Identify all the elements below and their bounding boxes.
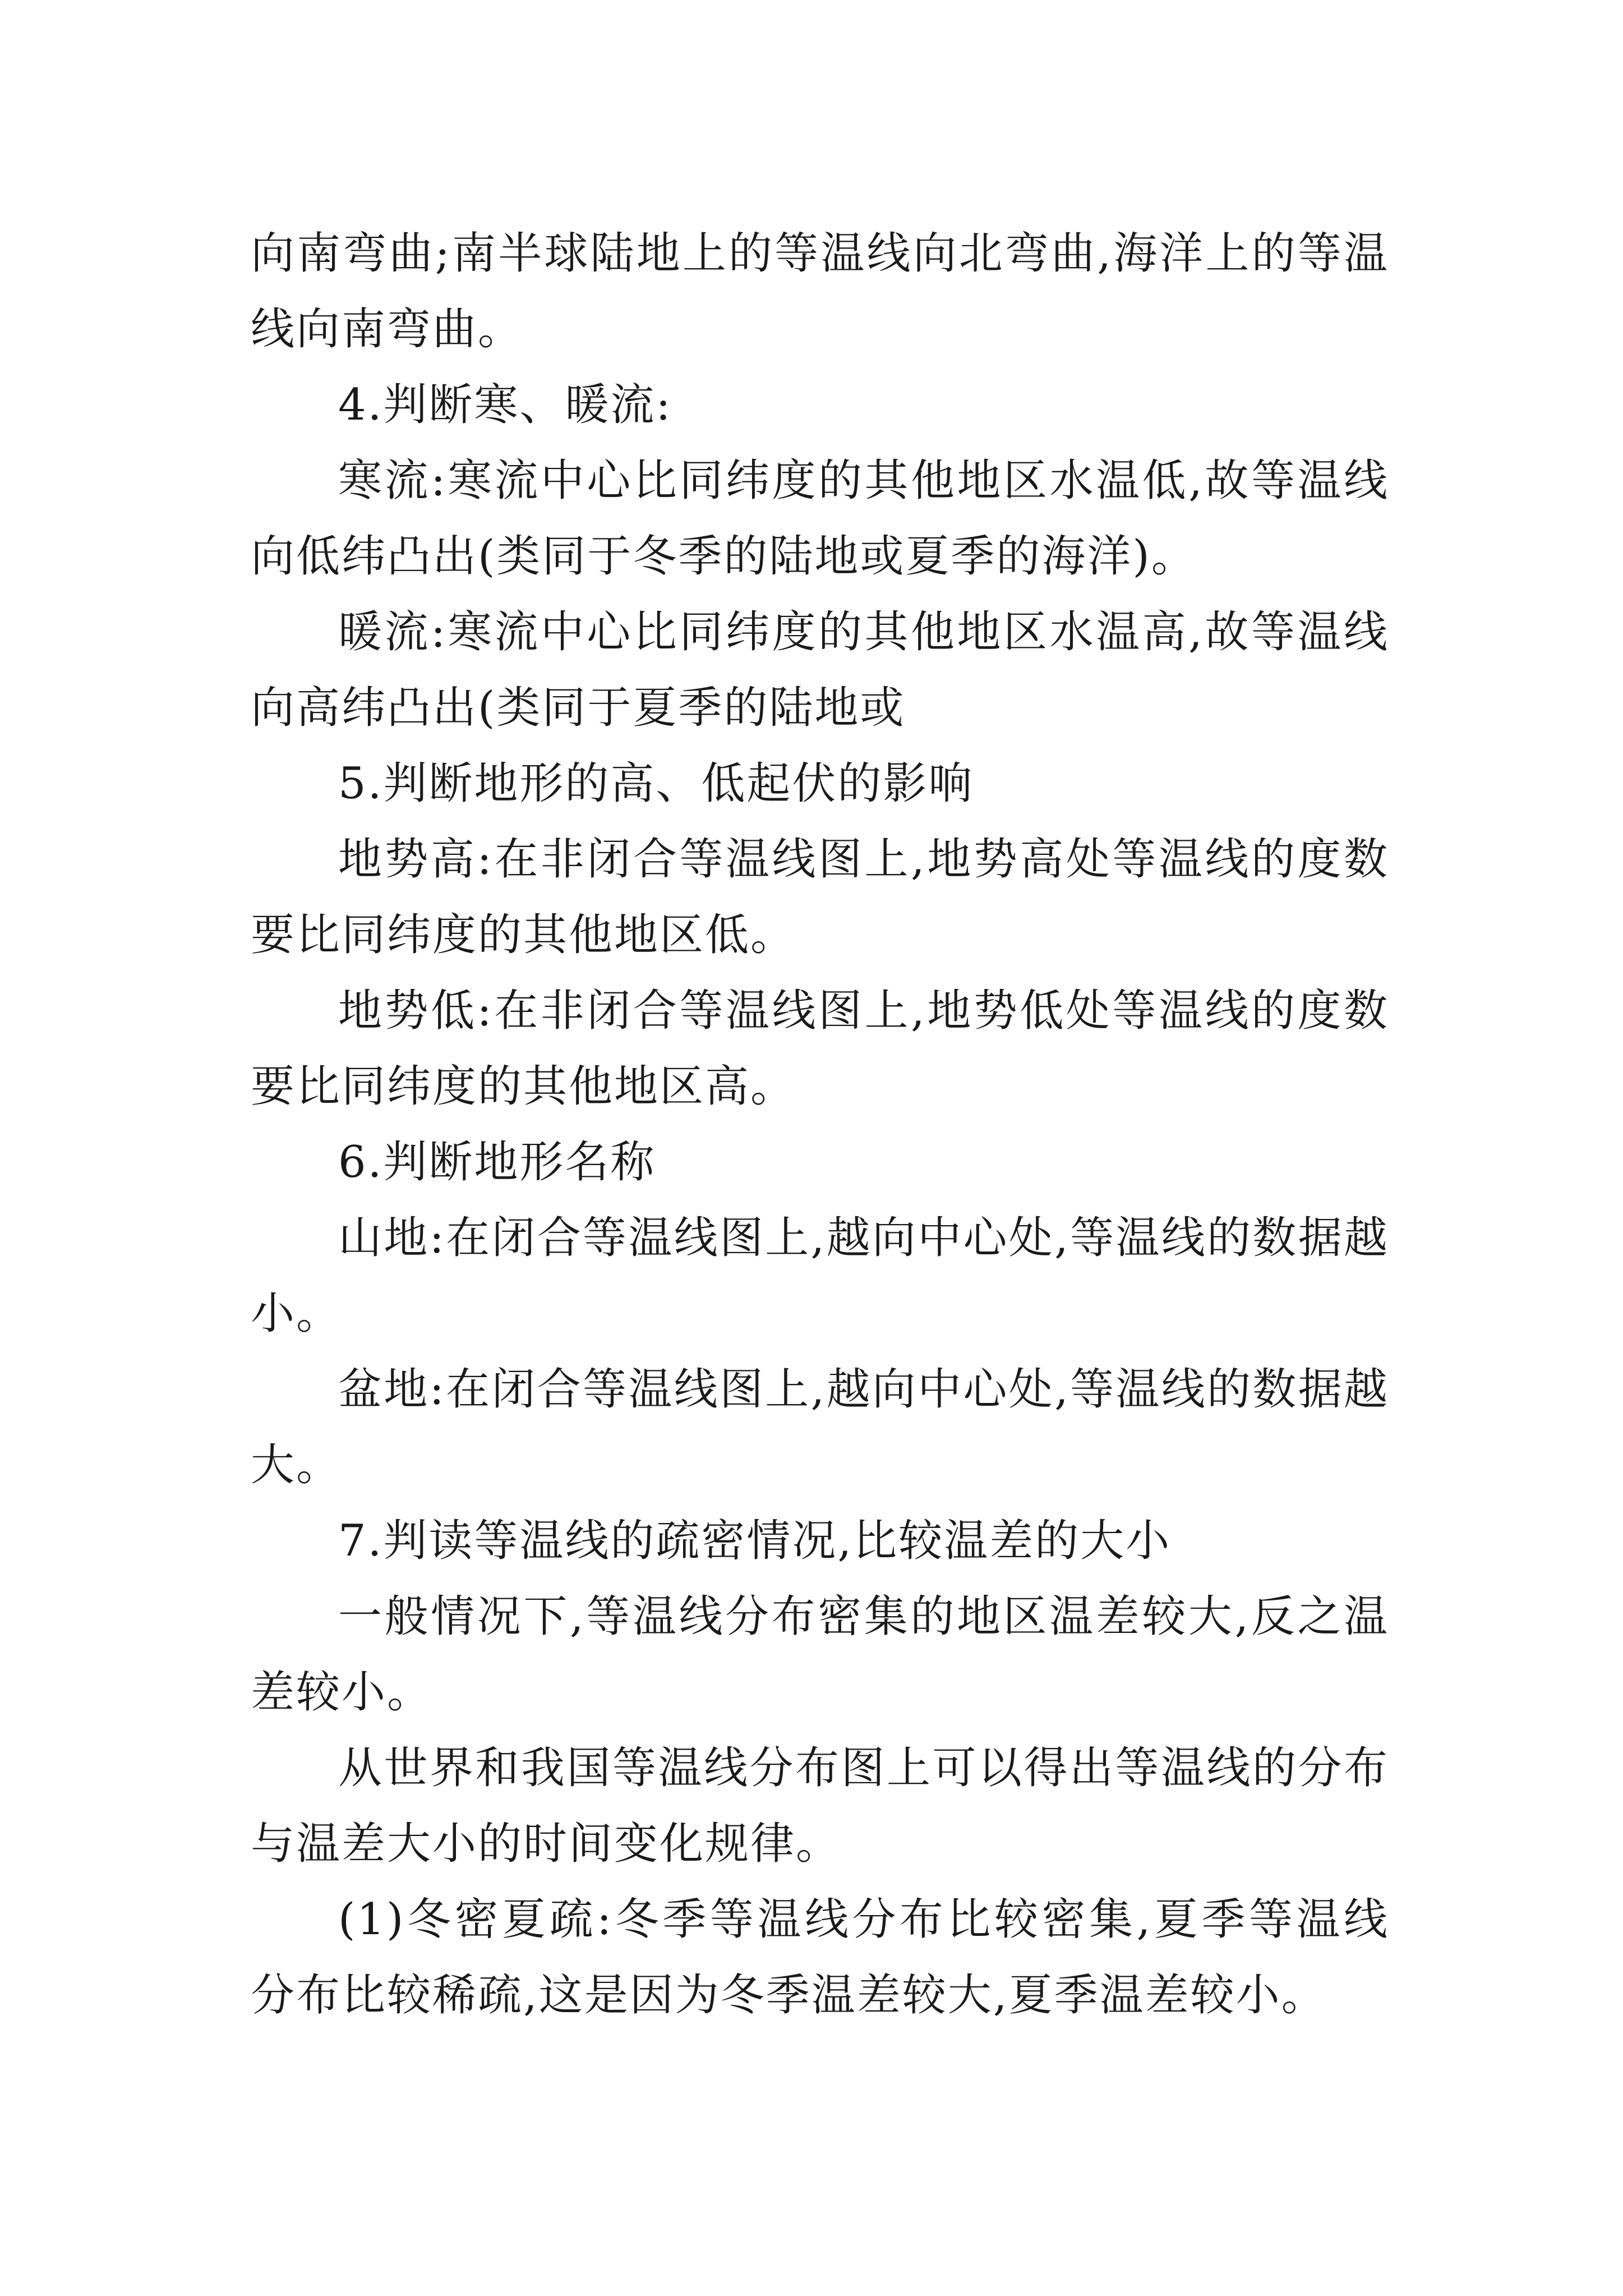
heading-6: 6.判断地形名称 xyxy=(338,1137,656,1188)
paragraph: 向南弯曲;南半球陆地上的等温线向北弯曲,海洋上的等温线向南弯曲。 xyxy=(251,228,1389,355)
paragraph: 一般情况下,等温线分布密集的地区温差较大,反之温差较小。 xyxy=(251,1591,1389,1718)
paragraph: 盆地:在闭合等温线图上,越向中心处,等温线的数据越大。 xyxy=(251,1364,1389,1490)
paragraph: 寒流:寒流中心比同纬度的其他地区水温低,故等温线向低纬凸出(类同于冬季的陆地或夏季的海洋)。 xyxy=(251,455,1389,582)
paragraph: (1)冬密夏疏:冬季等温线分布比较密集,夏季等温线分布比较稀疏,这是因为冬季温差较大,夏季温差较小。 xyxy=(251,1894,1389,2021)
document-body xyxy=(251,216,1389,2033)
heading-7: 7.判读等温线的疏密情况,比较温差的大小 xyxy=(338,1516,1172,1566)
paragraph: 地势高:在非闭合等温线图上,地势高处等温线的度数要比同纬度的其他地区低。 xyxy=(251,834,1389,960)
paragraph: 从世界和我国等温线分布图上可以得出等温线的分布与温差大小的时间变化规律。 xyxy=(251,1743,1389,1869)
heading-4: 4.判断寒、暖流: xyxy=(338,380,672,430)
paragraph: 地势低:在非闭合等温线图上,地势低处等温线的度数要比同纬度的其他地区高。 xyxy=(251,986,1389,1112)
paragraph: 暖流:寒流中心比同纬度的其他地区水温高,故等温线向高纬凸出(类同于夏季的陆地或 xyxy=(251,607,1389,733)
paragraph: 山地:在闭合等温线图上,越向中心处,等温线的数据越小。 xyxy=(251,1213,1389,1339)
heading-5: 5.判断地形的高、低起伏的影响 xyxy=(338,758,974,809)
